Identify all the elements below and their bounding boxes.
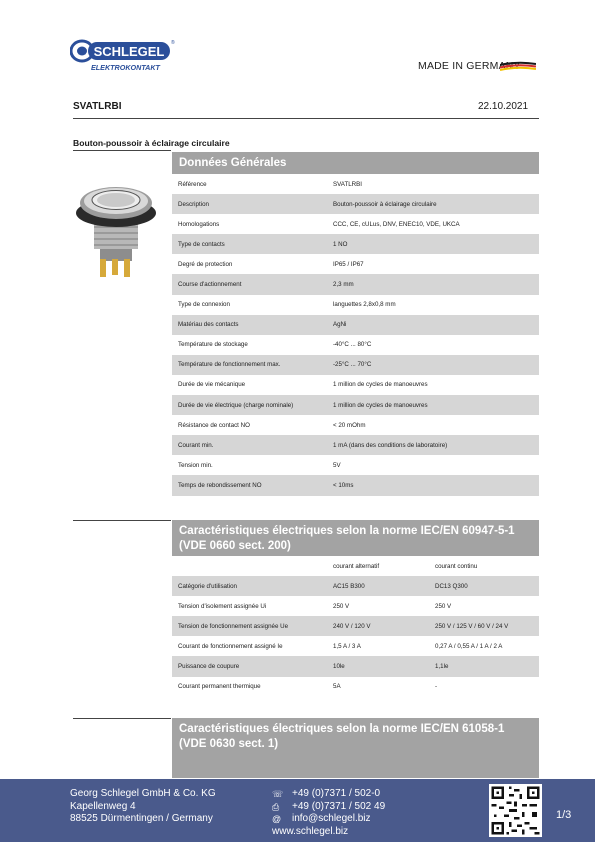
- table-row: Courant permanent thermique 5A -: [178, 683, 438, 691]
- schlegel-logo: [70, 38, 178, 72]
- email-link[interactable]: info@schlegel.biz: [292, 813, 371, 825]
- german-flag-swoosh: [500, 60, 536, 72]
- section-divider: [73, 520, 171, 521]
- header-divider: [73, 118, 539, 119]
- product-image: [70, 173, 162, 283]
- product-subtitle: Bouton-poussoir à éclairage circulaire: [73, 138, 230, 148]
- at-icon: @: [272, 814, 282, 825]
- table-row: Durée de vie mécanique 1 million de cycles de manoeuvres: [178, 381, 428, 389]
- col-ac-header: courant alternatif: [333, 562, 380, 570]
- table-row: Puissance de coupure 10le 1,1le: [172, 656, 539, 676]
- table-row: Référence SVATLRBI: [178, 180, 362, 188]
- section-divider: [73, 718, 171, 719]
- table-row: Température de fonctionnement max. -25°C ... 70°C: [172, 355, 539, 375]
- table-row: Homologations CCC, CE, cULus, DNV, ENEC10, VDE, UKCA: [178, 220, 460, 228]
- made-in-germany: MADE IN GERMANY: [418, 60, 521, 72]
- table-row: Type de connexion languettes 2,8x0,8 mm: [178, 301, 396, 309]
- general-data-section: [172, 152, 539, 496]
- company-name: Georg Schlegel GmbH & Co. KG: [70, 788, 216, 799]
- fax-icon: ⎙: [272, 801, 280, 812]
- company-address: [70, 788, 216, 826]
- electrical-60947-title: Caractéristiques électriques selon la norme IEC/EN 60947-5-1 (VDE 0660 sect. 200): [172, 520, 539, 556]
- table-header-row: [172, 556, 539, 576]
- col-dc-header: courant continu: [435, 562, 478, 570]
- website-link[interactable]: www.schlegel.biz: [272, 825, 349, 837]
- table-row: Courant min. 1 mA (dans des conditions de laboratoire): [172, 435, 539, 455]
- page-number: 1/3: [556, 809, 572, 821]
- qr-code: [489, 784, 542, 837]
- logo-tagline: ELEKTROKONTAKT: [91, 63, 160, 72]
- table-row: Tension d'isolement assignée Ui 250 V 250 V: [178, 602, 452, 610]
- table-row: Temps de rebondissement NO < 10ms: [172, 475, 539, 495]
- table-row: Degré de protection IP65 / IP67: [178, 260, 364, 268]
- table-row: Durée de vie électrique (charge nominale) 1 million de cycles de manoeuvres: [172, 395, 539, 415]
- logo-brand-text: SCHLEGEL: [93, 44, 165, 59]
- street: Kapellenweg 4: [70, 800, 136, 812]
- svg-text:®: ®: [171, 40, 175, 46]
- electrical-61058-section: [172, 718, 539, 778]
- table-row: Catégorie d'utilisation AC15 B300 DC13 Q300: [172, 576, 539, 596]
- article-number: SVATLRBI: [73, 101, 122, 112]
- phone-number[interactable]: +49 (0)7371 / 502-0: [292, 788, 381, 799]
- table-row: Course d'actionnement 2,3 mm: [172, 274, 539, 294]
- city: 88525 Dürmentingen / Germany: [70, 813, 213, 825]
- table-row: Courant de fonctionnement assigné Ie 1,5 A / 3 A 0,27 A / 0,55 A / 1 A / 2 A: [178, 642, 503, 650]
- table-row: Matériau des contacts AgNi: [172, 315, 539, 335]
- table-row: Température de stockage -40°C ... 80°C: [178, 341, 372, 349]
- table-row: Résistance de contact NO < 20 mOhm: [178, 421, 366, 429]
- electrical-60947-section: [172, 520, 539, 697]
- phone-icon: ☏: [272, 789, 284, 799]
- table-row: Tension min. 5V: [178, 461, 341, 469]
- subtitle-divider: [73, 150, 171, 151]
- table-row: Description Bouton-poussoir à éclairage circulaire: [172, 194, 539, 214]
- document-date: 22.10.2021: [478, 101, 529, 112]
- footer: [0, 779, 595, 842]
- electrical-61058-title: Caractéristiques électriques selon la norme IEC/EN 61058-1 (VDE 0630 sect. 1): [172, 718, 539, 778]
- table-row: Type de contacts 1 NO: [172, 234, 539, 254]
- contact-info: [272, 788, 385, 838]
- fax-number: +49 (0)7371 / 502 49: [292, 800, 386, 812]
- table-row: Tension de fonctionnement assignée Ue 240 V / 120 V 250 V / 125 V / 60 V / 24 V: [172, 616, 539, 636]
- general-data-title: Données Générales: [172, 152, 539, 174]
